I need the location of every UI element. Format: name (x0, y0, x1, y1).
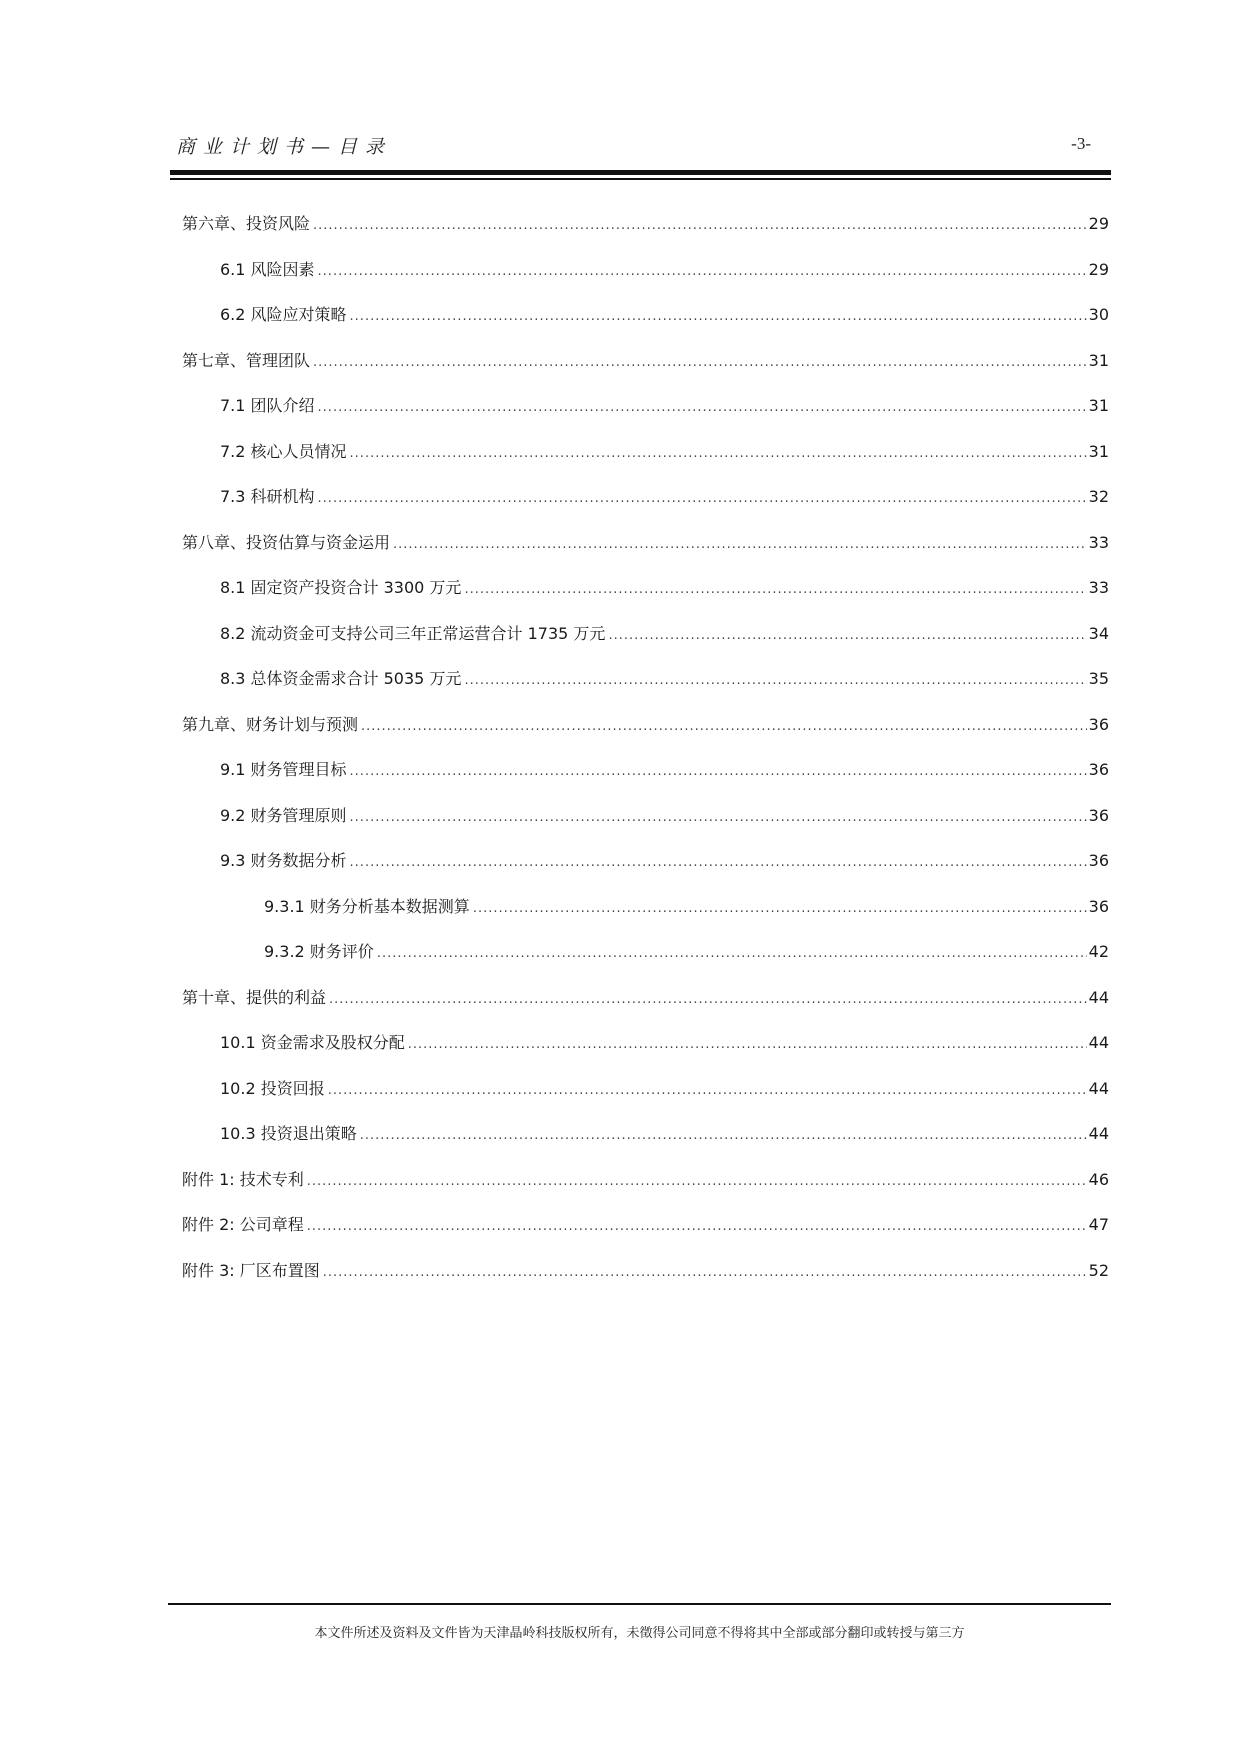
toc-entry-label: 7.1 团队介绍 (220, 396, 315, 415)
toc-leader-dots (350, 806, 1087, 830)
toc-entry-label: 9.3.1 财务分析基本数据测算 (264, 896, 470, 916)
toc-entry-page: 31 (1088, 441, 1109, 461)
toc-leader-dots (377, 942, 1087, 966)
toc-entry-page: 34 (1088, 623, 1109, 643)
toc-entry[interactable] (182, 1259, 1111, 1305)
toc-entry-label: 8.1 固定资产投资合计 3300 万元 (220, 578, 462, 597)
toc-entry-page: 29 (1088, 214, 1109, 233)
toc-entry-page: 36 (1088, 896, 1109, 916)
toc-entry[interactable] (182, 485, 1111, 531)
toc-entry[interactable] (182, 1168, 1111, 1214)
toc-entry-label: 第九章、财务计划与预测 (182, 714, 359, 734)
toc-leader-dots (464, 669, 1086, 693)
toc-entry-page: 29 (1088, 259, 1109, 279)
toc-entry-label: 10.1 资金需求及股权分配 (220, 1033, 405, 1052)
toc-leader-dots (313, 214, 1087, 238)
toc-entry-label: 附件 1: 技术专利 (182, 1169, 304, 1189)
toc-entry[interactable] (182, 1122, 1111, 1168)
toc-entry-page: 35 (1088, 669, 1109, 688)
toc-entry[interactable] (182, 804, 1111, 850)
toc-entry-label: 第八章、投资估算与资金运用 (182, 532, 391, 552)
toc-entry[interactable] (182, 1213, 1111, 1259)
toc-entry-page: 44 (1088, 1078, 1109, 1098)
toc-entry[interactable] (182, 667, 1111, 713)
toc-leader-dots (350, 442, 1087, 466)
toc-leader-dots (464, 578, 1086, 602)
toc-leader-dots (307, 1215, 1087, 1239)
toc-entry-page: 31 (1088, 396, 1109, 415)
toc-leader-dots (608, 624, 1086, 648)
toc-entry[interactable] (182, 258, 1111, 304)
toc-entry-page: 36 (1088, 714, 1109, 734)
toc-entry[interactable] (182, 1077, 1111, 1123)
toc-entry[interactable] (182, 849, 1111, 895)
toc-leader-dots (313, 351, 1087, 375)
toc-leader-dots (328, 1079, 1087, 1103)
toc-leader-dots (360, 1124, 1087, 1148)
toc-entry[interactable] (182, 212, 1111, 258)
toc-entry[interactable] (182, 895, 1111, 941)
table-of-contents (182, 212, 1111, 1304)
toc-entry-label: 8.2 流动资金可支持公司三年正常运营合计 1735 万元 (220, 623, 606, 643)
toc-entry-label: 10.2 投资回报 (220, 1078, 325, 1098)
toc-entry-page: 33 (1088, 578, 1109, 597)
toc-leader-dots (361, 715, 1087, 739)
toc-leader-dots (393, 533, 1087, 557)
toc-entry-page: 36 (1088, 851, 1109, 870)
toc-entry-label: 第六章、投资风险 (182, 214, 311, 233)
toc-entry-page: 44 (1088, 1124, 1109, 1143)
toc-entry-label: 9.1 财务管理目标 (220, 760, 347, 779)
toc-entry-page: 31 (1088, 350, 1109, 370)
toc-leader-dots (329, 988, 1087, 1012)
toc-leader-dots (408, 1033, 1087, 1057)
toc-leader-dots (473, 897, 1087, 921)
toc-entry-page: 33 (1088, 532, 1109, 552)
toc-leader-dots (307, 1170, 1087, 1194)
toc-entry-page: 42 (1088, 942, 1109, 961)
toc-leader-dots (350, 760, 1087, 784)
document-title: 商业计划书—目录 (176, 136, 393, 158)
toc-entry-label: 附件 2: 公司章程 (182, 1215, 304, 1234)
toc-entry[interactable] (182, 440, 1111, 486)
header-rule-thick (170, 170, 1111, 175)
toc-entry[interactable] (182, 940, 1111, 986)
toc-entry-page: 36 (1088, 760, 1109, 779)
toc-entry-page: 47 (1088, 1215, 1109, 1234)
toc-leader-dots (350, 851, 1087, 875)
page-header (170, 132, 1111, 156)
toc-entry-page: 32 (1088, 487, 1109, 506)
toc-entry[interactable] (182, 758, 1111, 804)
toc-entry-label: 7.2 核心人员情况 (220, 441, 347, 461)
toc-entry[interactable] (182, 394, 1111, 440)
header-rule-thin (170, 178, 1111, 180)
toc-entry-page: 52 (1088, 1260, 1109, 1280)
toc-entry[interactable] (182, 986, 1111, 1032)
toc-entry-page: 36 (1088, 805, 1109, 825)
toc-entry-label: 第七章、管理团队 (182, 350, 311, 370)
toc-entry-label: 9.3 财务数据分析 (220, 851, 347, 870)
footer-rule (168, 1603, 1111, 1605)
toc-entry-label: 6.1 风险因素 (220, 259, 315, 279)
toc-entry[interactable] (182, 576, 1111, 622)
toc-entry[interactable] (182, 531, 1111, 577)
toc-entry[interactable] (182, 622, 1111, 668)
toc-entry-label: 10.3 投资退出策略 (220, 1124, 357, 1143)
toc-leader-dots (318, 396, 1087, 420)
toc-entry[interactable] (182, 349, 1111, 395)
toc-leader-dots (318, 487, 1087, 511)
toc-entry-label: 6.2 风险应对策略 (220, 305, 347, 324)
toc-entry-label: 第十章、提供的利益 (182, 987, 327, 1007)
toc-entry-label: 7.3 科研机构 (220, 487, 315, 506)
toc-entry[interactable] (182, 713, 1111, 759)
toc-leader-dots (318, 260, 1087, 284)
toc-entry-label: 9.3.2 财务评价 (264, 942, 374, 961)
copyright-notice: 本文件所述及资料及文件皆为天津晶岭科技版权所有，未徵得公司同意不得将其中全部或部分翻印或转授与第三方 (314, 1626, 965, 1641)
toc-entry-label: 8.3 总体资金需求合计 5035 万元 (220, 669, 462, 688)
toc-entry-page: 44 (1088, 987, 1109, 1007)
toc-entry-page: 30 (1088, 305, 1109, 324)
toc-entry-page: 46 (1088, 1169, 1109, 1189)
toc-entry[interactable] (182, 303, 1111, 349)
toc-leader-dots (350, 305, 1087, 329)
page-number: -3- (1071, 134, 1091, 153)
toc-entry-label: 附件 3: 厂区布置图 (182, 1260, 320, 1280)
toc-entry-page: 44 (1088, 1033, 1109, 1052)
toc-entry[interactable] (182, 1031, 1111, 1077)
toc-leader-dots (323, 1261, 1087, 1285)
toc-entry-label: 9.2 财务管理原则 (220, 805, 347, 825)
